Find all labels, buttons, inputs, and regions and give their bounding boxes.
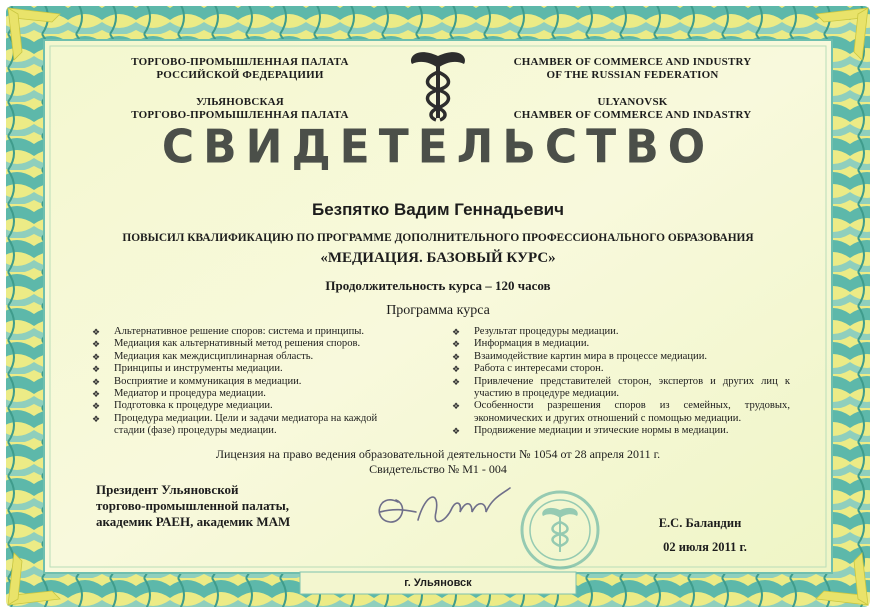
program-heading: Программа курса <box>386 303 490 318</box>
program-topic-text: Принципы и инструменты медиации. <box>114 363 283 375</box>
diamond-bullet-icon: ❖ <box>92 376 101 387</box>
program-topic <box>452 326 790 338</box>
qualification-statement: ПОВЫСИЛ КВАЛИФИКАЦИЮ ПО ПРОГРАММЕ ДОПОЛНИТЕЛЬНОГО ПРОФЕССИОНАЛЬНОГО ОБРАЗОВАНИЯ <box>122 232 754 244</box>
program-topic-text: Медиатор и процедура медиации. <box>114 388 266 400</box>
issuer-line: CHAMBER OF COMMERCE AND INDUSTRY <box>513 56 752 68</box>
certificate-number: Свидетельство № М1 - 004 <box>369 462 507 476</box>
president-line: торгово-промышленной палаты, <box>96 498 290 513</box>
program-topic <box>452 376 790 401</box>
program-topic-text: Альтернативное решение споров: система и принципы. <box>114 326 365 337</box>
program-topic-text: Продвижение медиации и этические нормы в медиации. <box>474 425 729 437</box>
program-topics-right <box>452 326 790 438</box>
president-line: Президент Ульяновской <box>96 482 239 497</box>
program-topic <box>452 363 790 375</box>
license-info <box>0 447 876 477</box>
license-line: Лицензия на право ведения образовательной деятельности № 1054 от 28 апреля 2011 г. <box>215 447 661 461</box>
issuer-name-english <box>505 56 760 122</box>
program-topics-left <box>92 326 392 438</box>
program-topic-text: Медиация как междисциплинарная область. <box>114 350 314 362</box>
program-topic-text: Особенности разрешения споров из семейных, трудовых, экономических и других отношений с помощью медиации. <box>474 400 790 424</box>
program-topic-text: Медиация как альтернативный метод решения споров. <box>114 338 361 350</box>
program-topic <box>92 400 392 412</box>
issuer-line: УЛЬЯНОВСКАЯ <box>196 96 284 108</box>
diamond-bullet-icon: ❖ <box>452 376 461 387</box>
issuer-line: ТОРГОВО-ПРОМЫШЛЕННАЯ ПАЛАТА <box>131 109 349 121</box>
diamond-bullet-icon: ❖ <box>92 401 101 412</box>
program-topic <box>92 326 392 338</box>
issuer-line: OF THE RUSSIAN FEDERATION <box>546 69 719 81</box>
program-topic <box>452 425 790 437</box>
program-topic-text: Информация в медиации. <box>474 338 590 350</box>
diamond-bullet-icon: ❖ <box>452 426 461 437</box>
program-topic <box>92 388 392 400</box>
program-topic <box>92 363 392 375</box>
program-topic-text: Работа с интересами сторон. <box>474 363 604 375</box>
program-topic <box>92 351 392 363</box>
program-topic-text: Процедура медиации. Цели и задачи медиатора на каждой стадии (фазе) процедуры медиации. <box>114 412 378 437</box>
diamond-bullet-icon: ❖ <box>452 401 461 412</box>
diamond-bullet-icon: ❖ <box>452 327 461 337</box>
issue-date: 02 июля 2011 г. <box>663 540 747 554</box>
issuer-line: РОССИЙСКОЙ ФЕДЕРАЦИИИ <box>156 69 324 81</box>
recipient-name: Безпятко Вадим Геннадьевич <box>312 200 564 219</box>
program-topic-text: Результат процедуры медиации. <box>474 326 619 337</box>
course-duration: Продолжительность курса – 120 часов <box>325 278 551 293</box>
program-topic <box>92 338 392 350</box>
diamond-bullet-icon: ❖ <box>92 389 101 400</box>
program-topic <box>92 376 392 388</box>
president-line: академик РАЕН, академик МАМ <box>96 514 291 529</box>
program-topic-text: Подготовка к процедуре медиации. <box>114 400 273 412</box>
program-topic-text: Взаимодействие картин мира в процессе медиации. <box>474 350 708 362</box>
program-topic <box>452 400 790 425</box>
diamond-bullet-icon: ❖ <box>452 339 461 350</box>
diamond-bullet-icon: ❖ <box>92 351 101 362</box>
issuer-line: ТОРГОВО-ПРОМЫШЛЕННАЯ ПАЛАТА <box>131 56 349 68</box>
diamond-bullet-icon: ❖ <box>452 351 461 362</box>
program-topic-text: Восприятие и коммуникация в медиации. <box>114 375 302 387</box>
program-topic <box>452 338 790 350</box>
signer-name: Е.С. Баландин <box>658 516 742 530</box>
diamond-bullet-icon: ❖ <box>452 364 461 375</box>
certificate-title: СВИДЕТЕЛЬСТВО <box>161 120 715 175</box>
program-topic <box>452 351 790 363</box>
course-name: «МЕДИАЦИЯ. БАЗОВЫЙ КУРС» <box>320 250 556 266</box>
president-title <box>96 482 356 530</box>
diamond-bullet-icon: ❖ <box>92 339 101 350</box>
program-topic-text: Привлечение представителей сторон, экспертов и других лиц к участию в процедуре медиации. <box>474 375 790 400</box>
diamond-bullet-icon: ❖ <box>92 413 101 424</box>
issue-city: г. Ульяновск <box>404 577 472 589</box>
issuer-line: CHAMBER OF COMMERCE AND INDASTRY <box>513 109 752 121</box>
issuer-name-russian <box>110 56 370 122</box>
program-topic <box>92 413 392 438</box>
issuer-line: ULYANOVSK <box>597 96 668 108</box>
diamond-bullet-icon: ❖ <box>92 364 101 375</box>
diamond-bullet-icon: ❖ <box>92 327 101 337</box>
